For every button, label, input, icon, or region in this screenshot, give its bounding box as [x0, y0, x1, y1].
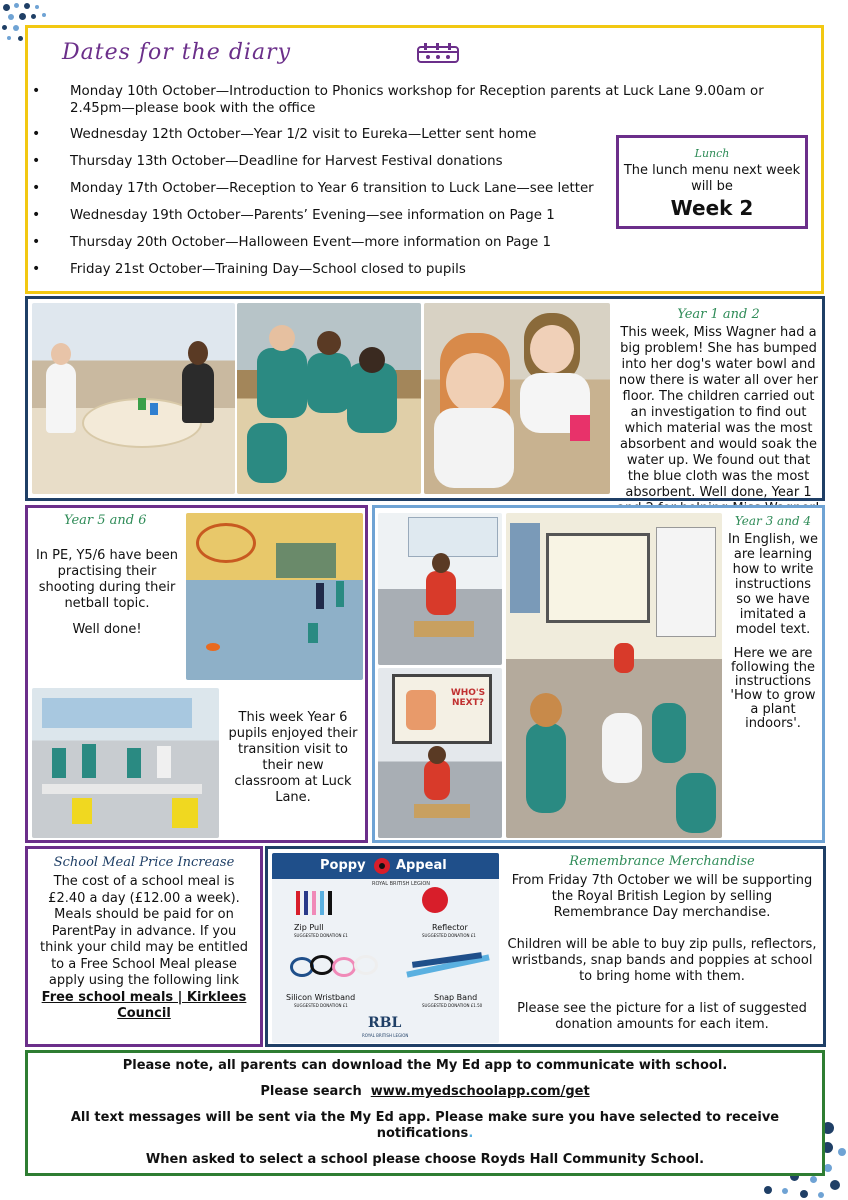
- event-item: [28, 261, 608, 278]
- my-ed-notice-panel: [25, 1050, 825, 1176]
- notice-line-3-dot: .: [468, 1126, 474, 1141]
- event-text: Wednesday 12th October—Year 1/2 visit to Eureka—Letter sent home: [70, 127, 537, 142]
- photo-class-following-instructions: [506, 513, 722, 838]
- school-meal-text: The cost of a school meal is £2.40 a day (£12.00 a week). Meals should be paid for on ParentPay in advance. If you think your child may be entitled to a Free School Meal please apply using the following link: [40, 874, 248, 988]
- notice-line-3: [28, 1110, 822, 1142]
- school-meal-title: School Meal Price Increase: [53, 855, 235, 870]
- photo-whos-next-board: [378, 668, 502, 838]
- remembrance-text-3: Please see the picture for a list of suggested donation amounts for each item.: [517, 1001, 807, 1032]
- photo-netball-hall: [186, 513, 363, 680]
- remembrance-title: Remembrance Merchandise: [569, 854, 755, 869]
- year-3-4-title: Year 3 and 4: [734, 514, 812, 528]
- wristband-donation: SUGGESTED DONATION £1: [294, 1003, 348, 1008]
- notice-search-label: Please search: [260, 1084, 362, 1099]
- bullet: •: [32, 234, 41, 250]
- lunch-week: Week 2: [670, 196, 754, 220]
- reflector-image: [422, 887, 448, 913]
- bullet: •: [32, 126, 41, 142]
- photo-girl-on-mat: [378, 513, 502, 665]
- year-1-2-title: Year 1 and 2: [677, 307, 760, 322]
- school-meal-panel: [25, 846, 263, 1047]
- bullet: •: [32, 261, 41, 277]
- year-3-4-panel: [372, 505, 825, 843]
- snap-band-label: Snap Band: [434, 993, 478, 1002]
- event-item: [28, 207, 608, 224]
- lunch-title: Lunch: [694, 147, 730, 160]
- free-school-meals-link[interactable]: Free school meals | Kirklees Council: [41, 989, 247, 1021]
- poppy-icon: [374, 858, 390, 874]
- notice-line-1: Please note, all parents can download the My Ed app to communicate with school.: [122, 1058, 728, 1073]
- year-5-6-title: Year 5 and 6: [64, 513, 147, 528]
- reflector-label: Reflector: [432, 923, 468, 932]
- year-5-6-text: In PE, Y5/6 have been practising their shooting during their netball topic.: [35, 548, 179, 611]
- event-text: Thursday 20th October—Halloween Event—more information on Page 1: [70, 235, 551, 250]
- snap-band-donation: SUGGESTED DONATION £1.50: [422, 1003, 483, 1008]
- remembrance-panel: [265, 846, 826, 1047]
- poster-title: Poppy: [320, 858, 366, 873]
- event-item: [28, 234, 608, 251]
- event-text: Friday 21st October—Training Day—School closed to pupils: [70, 262, 466, 277]
- calendar-icon: [416, 42, 462, 64]
- photo-classroom-table: [32, 303, 235, 494]
- zip-pull-image: [294, 891, 338, 917]
- event-text: Monday 17th October—Reception to Year 6 transition to Luck Lane—see letter: [70, 181, 594, 196]
- zip-pull-label: Zip Pull: [294, 923, 324, 932]
- event-text: Wednesday 19th October—Parents’ Evening—see information on Page 1: [70, 208, 555, 223]
- year-1-2-panel: [25, 296, 825, 501]
- year-6-transition-text: This week Year 6 pupils enjoyed their transition visit to their new classroom at Luck Lane.: [228, 710, 358, 805]
- year-3-4-text: In English, we are learning how to write instructions so we have imitated a model text.: [727, 532, 819, 637]
- bullet: •: [32, 83, 41, 99]
- year-1-2-text: This week, Miss Wagner had a big problem! She has bumped into her dog's water bowl and now there is water all over her floor. The children carried out an investigation to find out which material was the most absorbent and would soak the water up. We found out that the blue cloth was the most absorbent. Well done, Year 1: [618, 325, 819, 500]
- event-item: [28, 126, 608, 143]
- rbl-logo: RBL: [368, 1015, 402, 1031]
- poster-subtitle: ROYAL BRITISH LEGION: [372, 881, 430, 887]
- my-ed-app-link[interactable]: www.myedschoolapp.com/get: [370, 1084, 590, 1099]
- lunch-box: [616, 135, 808, 229]
- year-3-4-text-2: Here we are following the instructions 'How to grow a plant indoors'.: [730, 646, 816, 731]
- event-item: [28, 83, 808, 117]
- rbl-logo-subtitle: ROYAL BRITISH LEGION: [362, 1033, 409, 1038]
- notice-line-4: When asked to select a school please choose Royds Hall Community School.: [145, 1152, 705, 1167]
- year-5-6-well-done: Well done!: [72, 622, 142, 637]
- bullet: •: [32, 153, 41, 169]
- lunch-text: The lunch menu next week will be: [623, 163, 801, 194]
- event-item: [28, 180, 608, 197]
- wristband-label: Silicon Wristband: [286, 993, 356, 1002]
- bullet: •: [32, 180, 41, 196]
- remembrance-text-1: From Friday 7th October we will be supporting the Royal British Legion by selling Remembrance Day merchandise.: [511, 873, 813, 920]
- notice-line-2: [28, 1084, 822, 1100]
- wristband-image: [290, 953, 386, 985]
- photo-girls-cup: [424, 303, 610, 494]
- event-item: [28, 153, 608, 170]
- whos-next-text: WHO'S NEXT?: [450, 688, 486, 708]
- photo-new-classroom: [32, 688, 219, 838]
- year-5-6-panel: [25, 505, 368, 843]
- event-text: Thursday 13th October—Deadline for Harvest Festival donations: [70, 154, 503, 169]
- notice-line-3-text: All text messages will be sent via the My Ed app. Please make sure you have selected to receive notifications: [70, 1110, 780, 1141]
- event-text: Monday 10th October—Introduction to Phonics workshop for Reception parents at Luck Lane 9.00am or 2.45pm—please book with the office: [70, 84, 764, 116]
- poppy-appeal-poster: [272, 853, 499, 1043]
- zip-pull-donation: SUGGESTED DONATION £1: [294, 933, 348, 938]
- poster-title-2: Appeal: [396, 858, 447, 873]
- dates-title: Dates for the diary: [62, 40, 291, 65]
- reflector-donation: SUGGESTED DONATION £1: [422, 933, 476, 938]
- bullet: •: [32, 207, 41, 223]
- photo-children-experiment: [237, 303, 421, 494]
- snap-band-image: [406, 953, 490, 979]
- remembrance-text-2: Children will be able to buy zip pulls, reflectors, wristbands, snap bands and poppies at school to bring home with them.: [507, 937, 817, 984]
